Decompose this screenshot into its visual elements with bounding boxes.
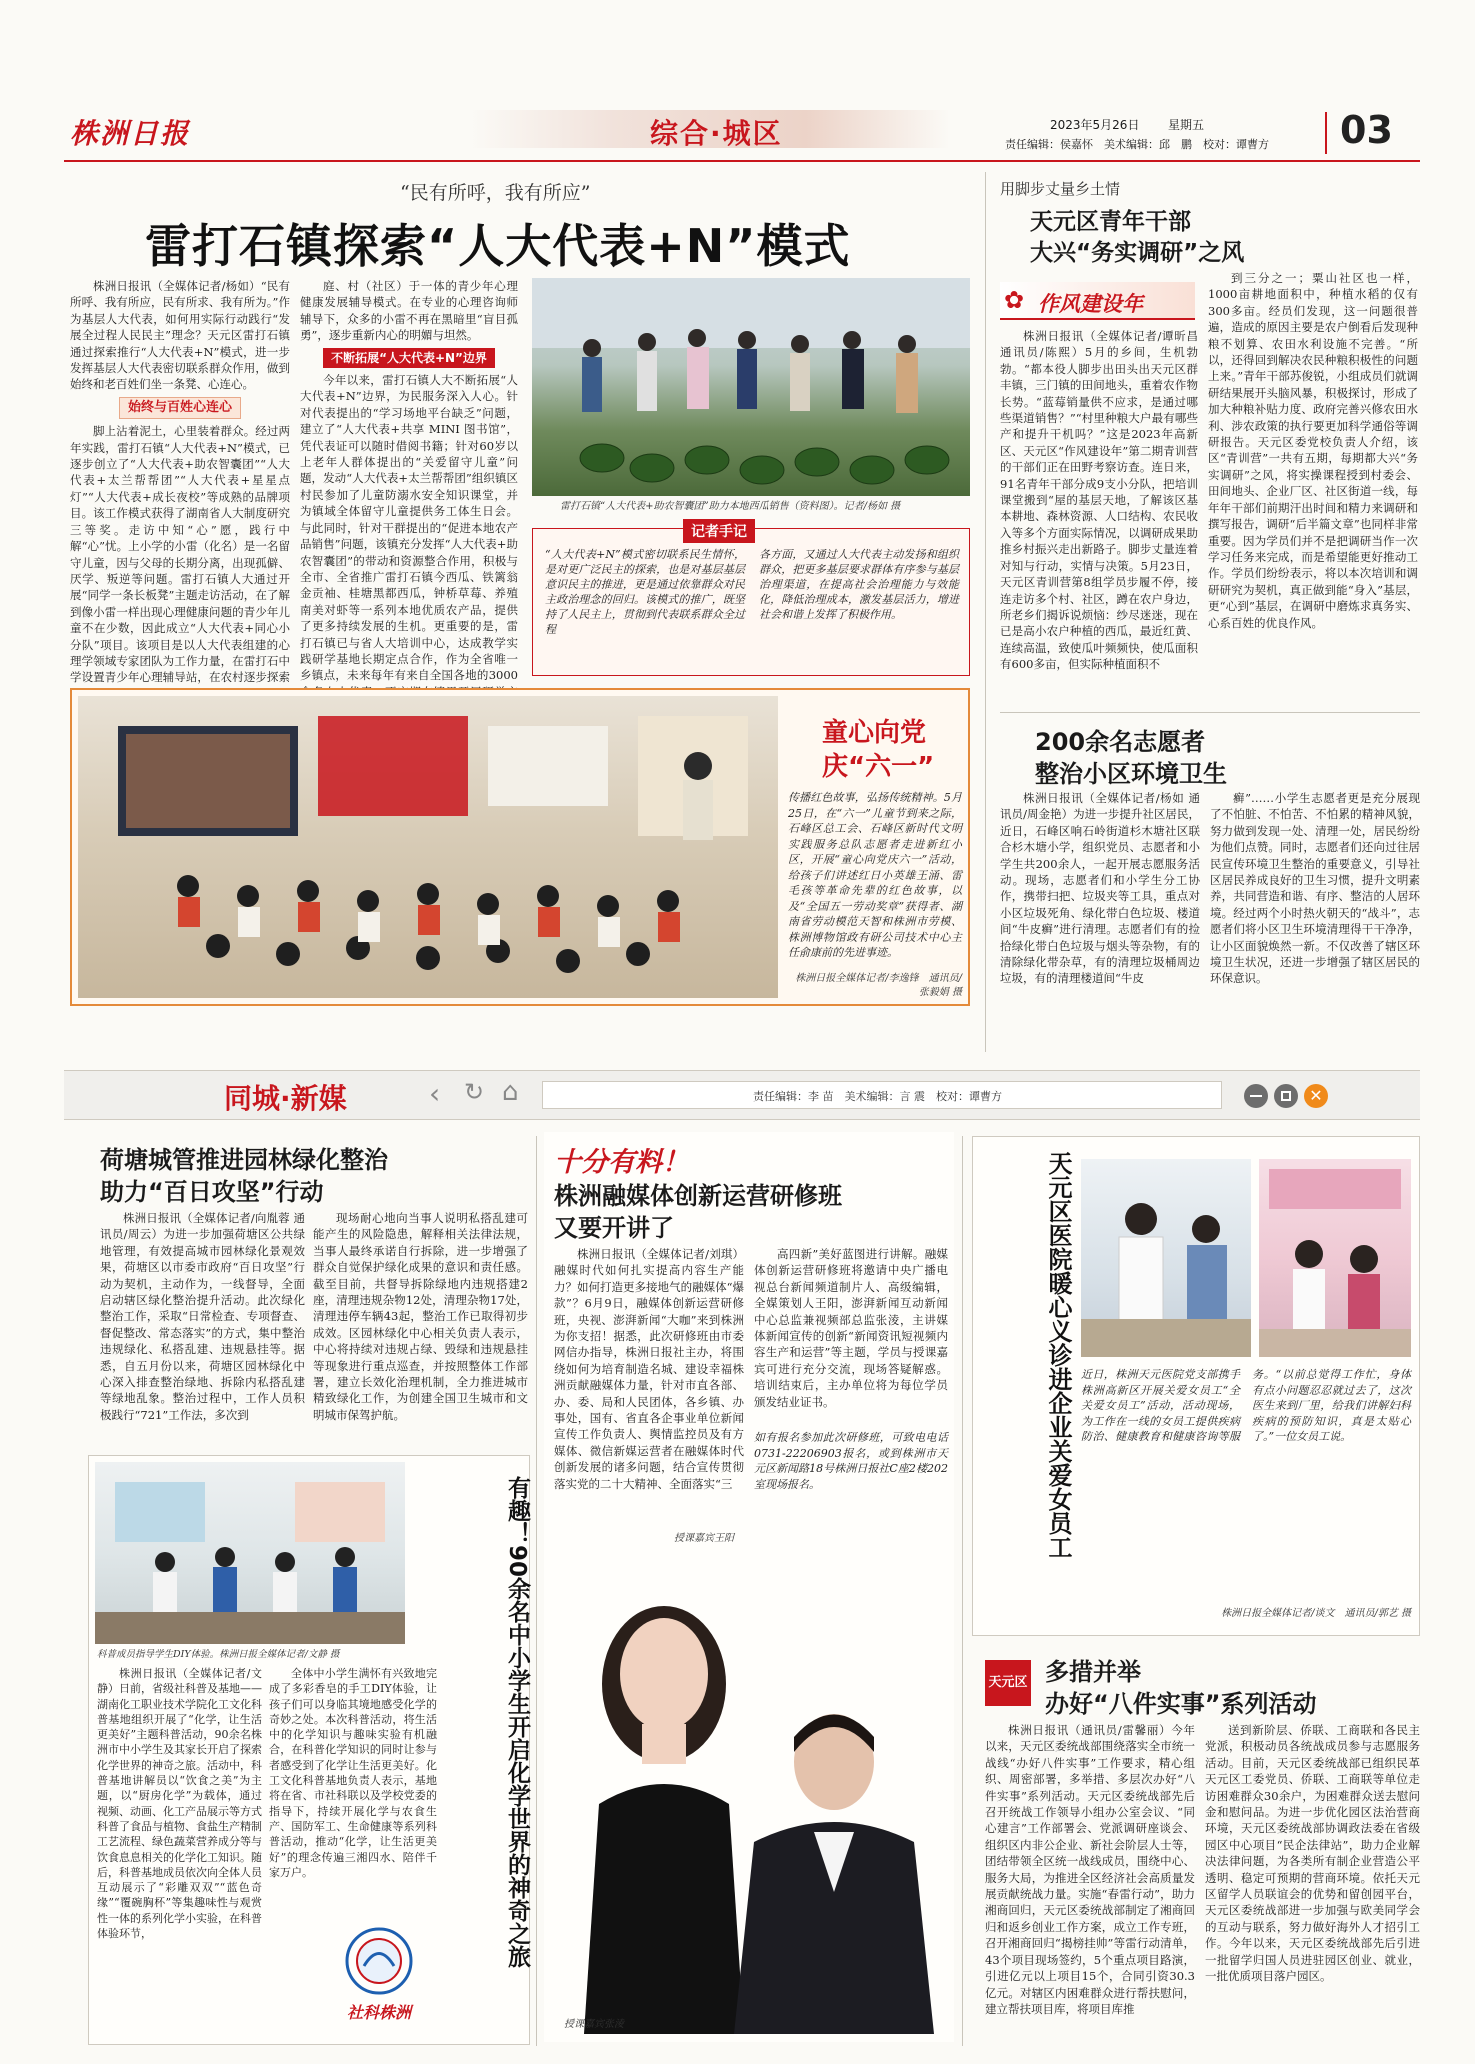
bashi-col-b-text: 送到新阶层、侨联、工商联和各民主党派，积极动员各统战成员参与志愿服务活动。目前，天元区委统战部已组织民革天元区工委党员、侨联、工商联等单位走访困难群众30余户，为困难群众送去慰问金和慰问品。为进一步优化园区法治营商环境，天元区委统战部协调政法委在省级园区中心项目“民企法律站”，助力企业解决法律问题，为各类所有制企业营造公平透明、稳定可预期的营商环境。依托天元区留学人员联谊会的优势和留创园平台，天元区委统战部进一步加强与欧美同学会的互动与联系，努力做好海外人才招引工作。今年以来，天元区委统战部先后引进一批留学归国人员进驻园区创业、就业，一批优质项目落户园区。 (1205, 1723, 1420, 1984)
rongmei-kicker: 十分有料！ (554, 1147, 689, 1178)
rongmei-col-b (754, 1246, 948, 1426)
right-top-col-b (1208, 270, 1418, 710)
chemistry-col-a-text: 株洲日报讯（全媒体记者/文静）日前，省级社科普及基地——湖南化工职业技术学院化工文化科普基地组织开展了“化学，让生活更美好”主题科普活动，90余名株洲市中小学生及其家长开启了探索化学世界的神奇之旅。活动中，科普基地讲解员以“饮食之美”为主题，以“厨房化学”为载体，通过视频、动画、化工产品展示等方式科普了食品与植物、食盐生产精制工艺流程、绿色蔬菜营养成分等与饮食息息相关的化学化工知识。随后，科普基地成员依次向全体人员互动展示了“彩雕双双”“蓝色奇缘”“覆碗胸杯”等集趣味性与观赏性一体的系列化学小实验，在科普体验环节， (97, 1667, 262, 1941)
childrens-day-box (70, 688, 970, 1006)
volunteer-title-1: 200余名志愿者 (1035, 728, 1206, 756)
masthead-divider (1325, 112, 1327, 154)
badge-flower-icon: ✿ (1004, 286, 1025, 314)
guest-photo-zhang-ling (564, 1692, 954, 2034)
hospital-photo-1 (1081, 1159, 1251, 1357)
lead-sub1: 始终与百姓心连心 (70, 397, 290, 419)
sheke-logo-emblem (344, 1926, 414, 1996)
guest-caption-2: 授课嘉宾张淩 (564, 2019, 624, 2030)
section-title: 综合·城区 (650, 117, 783, 150)
right-top-col-a (1000, 328, 1198, 710)
bottom-divider-1 (536, 1136, 537, 2046)
style-year-badge (1000, 282, 1195, 320)
nav-home-icon[interactable]: ⌂ (502, 1077, 519, 1107)
address-bar[interactable] (542, 1081, 1222, 1109)
address-bar-editors: 责任编辑：李 苗 美术编辑：言 震 校对：谭曹方 (753, 1090, 1002, 1103)
chemistry-box (88, 1455, 530, 2045)
issue-date: 2023年5月26日 (1050, 118, 1140, 132)
volunteer-title-2: 整治小区环境卫生 (1035, 760, 1227, 788)
reporter-note-col1: “人大代表+N”模式密切联系民生情怀，是对更广泛民主的探索，也是对基层基层意识民主的推进，更是通过依靠群众对民主政治理念的回归。该模式的推广，既坚持了人民主上，贯彻到代表联系群众全过程 (545, 548, 745, 636)
chemistry-title: 有趣！90余名中小学生开启化学世界的神奇之旅 (504, 1476, 530, 1969)
right-title-2: 大兴“务实调研”之风 (1030, 240, 1245, 266)
hospital-photo-2 (1259, 1159, 1411, 1357)
chemistry-col-a (97, 1666, 262, 2038)
lead-photo-caption: 雷打石镇“人大代表+助农智囊团”助力本地西瓜销售（资料图）。记者/杨如 摄 (560, 501, 901, 512)
chemistry-class-illustration (95, 1462, 405, 1644)
masthead (0, 0, 1475, 152)
newspaper-logo: 株洲日报 (70, 117, 191, 150)
lead-photo (532, 278, 970, 496)
nav-refresh-icon[interactable]: ↻ (464, 1078, 485, 1106)
rongmei-title-1: 株洲融媒体创新运营研修班 (554, 1182, 842, 1210)
right-top-col-a-text: 株洲日报讯（全媒体记者/谭昕昌 通讯员/陈熙）5月的乡间，生机勃勃。“都本役人脚步出田头出天元区群丰镇，三门镇的田间地头，重着农作物长势。“蓝莓销量供不应求，是通过哪些渠道销售？”“村里种粮大户最有哪些产和提升干机吗？”这是2023年高新区、天元区“作风建设年”第二期青训营的干部们正在田野考察访查。连日来，91名青年干部分成9支小分队，把培训课堂搬到“屋的基层天地，了解该区基本耕地、森林资源、人口结构、农民收入等多个方面实际情况，以调研成果助推乡村振兴走出新路子。脚步丈量连着对知与行动，实情与决策。5月23日，天元区青训营第8组学员步履不停，接连走访多个村、社区，蹲在农户身边，所老乡们揭诉说烦恼：纱尽迷迷，现在已是高小农户种植的西瓜，最近红黄、连续高温，致使瓜叶频频快，使瓜面积有600多亩，但实际种植面积不 (1000, 329, 1198, 672)
masthead-rule (64, 160, 1420, 162)
right-column-divider (985, 172, 986, 1052)
hospital-title: 天元区医院暖心义诊进企业关爱女员工 (1044, 1151, 1072, 1559)
rongmei-box (544, 1132, 954, 2042)
bottom-section-text: 同城·新媒 (224, 1082, 347, 1115)
rongmei-col-a-text: 株洲日报讯（全媒体记者/刘琪）融媒时代如何扎实提高内容生产能力？如何打造更多接地气的融媒体“爆款”？6月9日，融媒体创新运营研修班，央视、澎湃新闻“大咖”来到株洲为你支招！据悉，此次研修班由市委网信办指导，株洲日报社主办，将围绕如何为培育制造名城、建设幸福株洲贡献融媒体力量，针对市直各部、办、委、局和人民团体，各乡镇、办事处，国有、省直各企事业单位新闻宣传工作负责人、舆情监控员及有方媒体、微信新媒运营者在融媒体时代创新发展的诸多问题，结合宣传贯彻落实党的二十大精神、全面落实“三 (554, 1247, 744, 1491)
chemistry-col-b (269, 1666, 437, 1916)
hetang-col-b (313, 1210, 528, 1442)
bashi-col-a (985, 1722, 1195, 2042)
volunteer-col-a-text: 株洲日报讯（全媒体记者/杨如 通讯员/周金艳）为进一步提升社区居民，近日，石峰区响石岭街道杉木塘社区联合杉木塘小学，组织党员、志愿者和小学生共200余人，一起开展志愿服务活动。现场，志愿者们和小学生分工协作，携带扫把、垃圾夹等工具，重点对小区垃圾死角、绿化带白色垃圾、楼道间“牛皮癣”进行清理。志愿者们有的捡拾绿化带白色垃圾与烟头等杂物，有的清除绿化带杂草，有的清理垃圾桶周边垃圾，有的清理楼道间“牛皮 (1000, 791, 1200, 986)
volunteer-top-rule (1000, 712, 1420, 713)
hetang-col-b-text: 现场耐心地向当事人说明私搭乱建可能产生的风险隐患，解释相关法律法规，当事人最终承诺自行拆除，进一步增强了群众自觉保护绿化成果的意识和责任感。截至目前，共督导拆除绿地内违规搭建2座，清理违规杂物12处，清理杂物17处，清理违停车辆43起，整治工作已取得初步成效。区园林绿化中心相关负责人表示，中心将持续对违规占绿、毁绿和违规悬挂等现象进行重点巡查，并按照整体工作部署，建立长效化治理机制，全力推进城市精致绿化工作，为创建全国卫生城市和文明城市保驾护航。 (313, 1211, 528, 1422)
volunteer-col-b-text: 癣”……小学生志愿者更是充分展现了不怕脏、不怕苦、不怕累的精神风貌，努力做到发现一处、清理一处，居民纷纷为他们点赞。同时，志愿者们还向过往居民宣传环境卫生整治的重要意义，引导社区居民养成良好的卫生习惯，提升文明素养，共同营造和谐、有序、整洁的人居环境。经过两个小时热火朝天的“战斗”，志愿者们将小区卫生环境清理得干干净净，让小区面貌焕然一新。不仅改善了辖区环境卫生状况，还进一步增强了辖区居民的环保意识。 (1210, 791, 1420, 986)
hetang-col-a-text: 株洲日报讯（全媒体记者/向胤蓉 通讯员/周云）为进一步加强荷塘区公共绿地管理，有效提高城市园林绿化景观效果，荷塘区以市委市政府“百日攻坚”行动为契机，主动作为，一线督导，全面启动辖区绿化整治提升活动。此次绿化整治工作，采取“日常检查、专项督查、督促整改、常态落实”的方式，集中整治违规绿化、私搭乱建、违规悬挂等。据悉，自五月份以来，荷塘区园林绿化中心深入排查整治绿地、拆除内私搭乱建等绿地乱象。整治过程中，工作人员积极践行“721”工作法，多次到 (100, 1211, 305, 1422)
bottom-section-title (224, 1077, 347, 1117)
guest-caption-1: 授课嘉宾王阳 (674, 1533, 734, 1544)
issue-weekday: 星期五 (1168, 118, 1205, 132)
volunteer-col-a (1000, 790, 1200, 1040)
bashi-title-1: 多措并举 (1045, 1658, 1141, 1686)
page-editors: 责任编辑：侯嘉怀 美术编辑：邱 鹏 校对：谭曹方 (1005, 138, 1269, 151)
hetang-col-a (100, 1210, 305, 1442)
sheke-logo-text: 社科株洲 (346, 2003, 411, 2022)
bashi-badge-text: 天元区 (988, 1675, 1028, 1690)
lead-col1-para: 株洲日报讯（全媒体记者/杨如）“民有所呼、我有所应，民有所求、我有所为。”作为基层人大代表，如何用实际行动践行“发展全过程人民民主”理念？天元区雷打石镇通过探索推行“人大代表+N”模式，进一步发挥基层人大代表密切联系群众作用，做到始终和老百姓们坐一条凳、心连心。 (70, 279, 290, 392)
hospital-doctor-illustration (1081, 1159, 1251, 1357)
watermelon-group-illustration (532, 278, 970, 496)
lead-headline: 雷打石镇探索“人大代表+N”模式 (145, 219, 851, 273)
lead-sub2: 不断拓展“人大代表+N”边界 (300, 348, 518, 368)
lead-kicker: “民有所呼，我有所应” (400, 182, 591, 204)
right-title-1: 天元区青年干部 (1030, 209, 1191, 235)
bottom-divider-2 (962, 1136, 963, 2046)
chemistry-photo (95, 1462, 405, 1644)
reporter-note-col2: 各方面，又通过人大代表主动发扬和组织群众，把更多基层要求群体有序参与基层治理渠道，在提高社会治理能力与效能化，降低治理成本，激发基层活力，增进社会和谐上发挥了积极作用。 (759, 548, 959, 621)
window-close-icon[interactable]: ✕ (1304, 1084, 1328, 1108)
bashi-badge (985, 1660, 1031, 1706)
childrens-day-credit: 株洲日报全媒体记者/李逸锋 通讯员/张毅娟 摄 (795, 973, 962, 998)
reporter-note-box (532, 524, 970, 676)
bashi-col-a-text: 株洲日报讯（通讯员/雷馨丽）今年以来，天元区委统战部围绕落实全市统一战线“办好八件实事”工作要求，精心组织、周密部署，多举措、多层次办好“八件实事”系列活动。天元区委统战部先后召开统战工作领导小组办公室会议、“同心建言”工作部署会、党派调研座谈会、组织区内非公企业、新社会阶层人士等，团结带领全区统一战线成员，围绕中心、服务大局，为推进全区经济社会高质量发展贡献统战力量。实施“春雷行动”，助力湘商回归，天元区委统战部制定了湘商回归和返乡创业工作方案，成立工作专班，召开湘商回归“揭榜挂帅”等雷行动清单，43个项目现场签约，5个重点项目路演，引进亿元以上项目15个，合同引资30.3亿元。对辖区内困难群众进行帮扶慰问，建立帮扶项目库，将项目库推 (985, 1723, 1195, 2016)
page-number: 03 (1340, 108, 1393, 152)
style-year-text: 作风建设年 (1038, 292, 1143, 316)
right-top-col-b-text: 到三分之一；粟山社区也一样，1000亩耕地面积中，种植水稻的仅有300多亩。经员们发现，这一问题很普遍，造成的原因主要是农户倒看后发现种粮不划算、农田水利设施不完善。“所以，还得回到解决农民种粮积极性的问题上来。”青年干部苏俊锐，小组成员们就调研结果展开头脑风暴，积极探讨，形成了加大种粮补贴力度、政府完善兴修农田水利、涉农政策的执行要更加科学通俗等调研报告。天元区委党校负责人介绍，该区“青训营”一共有五期，每期都大兴“务实调研”之风，将实操课程授到村委会、田间地头、企业厂区、社区街道一线，每年年干部们前期汗出时间和精力来调研和撰写报告，调研“后半篇文章”也同样非常重要。因为学员们并不是把调研当作一次学习任务来完成，而是希望能更好推动工作。学员们纷纷表示，将以本次培训和调研研究为契机，真正做到能“身入”基层，更“心到”基层，在调研中磨炼求真务实、心系百姓的优良作风。 (1208, 271, 1418, 630)
hospital-consult-illustration (1259, 1159, 1411, 1357)
volunteer-col-b (1210, 790, 1420, 1040)
rongmei-col-a (554, 1246, 744, 1532)
rongmei-signup-tip: 如有报名参加此次研修班，可致电电话0731-22206903报名，或到株洲市天元区新闻路18号株洲日报社C座2楼202室现场报名。 (754, 1431, 948, 1491)
right-kicker: 用脚步丈量乡土情 (1000, 180, 1121, 198)
reporter-note-label: 记者手记 (683, 519, 755, 543)
lead-col2b-para: 今年以来，雷打石镇人大不断拓展“人大代表+N”边界，为民服务深入人心。针对代表提出的“学习场地平台缺乏”问题，建立了“人大代表+共享 MINI 图书馆”，凭代表证可以随时借阅书籍；针对60岁以上老年人群体提出的“关爱留守儿童”问题，发动“人大代表+太兰帮帮团”组织镇区村民参加了儿童防溺水安全知识课堂，并为镇域全体留守儿童提供务工体生日会。与此同时，针对干群提出的“促进本地农产品销售”问题，该镇充分发挥“人大代表+助农智囊团”的带动和资源整合作用，积极与全市、全省推广雷打石镇今西瓜、铁篱翁金贡袖、桂塘黑都西瓜，钟桥草莓、养殖南美对虾等一系列本地优质农产品，提供了更多持续发展的生机。更重要的是，雷打石镇已与省人大培训中心，达成教学实践研学基地长期定点合作，作为全省唯一乡镇点，未来每年有来自全国各地的3000 (300, 373, 518, 683)
childrens-day-body: 传播红色故事，弘扬传统精神。5月25日，在“六一”儿童节到来之际，石峰区总工会、石峰区新时代文明实践服务总队志愿者走进新红小区，开展“童心向党庆六一”活动，给孩子们讲述红日小英雄王涌、雷毛孩等革命先辈的红色故事，以及“全国五一劳动奖章”获得者、湖南省劳动模范天智和株洲市劳模、株洲博物馆政有研公司技术中心主任俞康前的先进事迹。 (788, 791, 962, 959)
sheke-logo (329, 1926, 429, 2034)
nav-back-icon[interactable]: ‹ (429, 1077, 441, 1110)
lead-col1b-para: 脚上沾着泥土，心里装着群众。经过两年实践，雷打石镇“人大代表+N”模式，已逐步创立了“人大代表+助农智囊团”“人大代表+太兰帮帮团”“人大代表+星星点灯”“人大代表+成长夜校”等成熟的品牌项目。该工作模式获得了湖南省人大制度研究三等奖。走访中知“心”愿，践行中解“心”忧。上小学的小雷（化名）是一名留守儿童，因与父母的长期分离，出现孤僻、厌学、叛逆等问题。雷打石镇人大通过开展“同学一条长板凳”主题走访活动，在了解到像小雷一样出现心理健康问题的青少年儿童不在少数，因此成立“人大代表+同心小分队”项目。该项目是以人大代表组建的心理学领域专家团队为工作力量，在雷打石中学设置青少年心理辅导站，在农村逐步探索 (70, 424, 290, 685)
window-minimize-icon[interactable] (1244, 1084, 1268, 1108)
hospital-credit: 株洲日报全媒体记者/谈文 通讯员/郭艺 摄 (1221, 1608, 1411, 1619)
lead-column-2 (300, 278, 518, 683)
lead-column-1 (70, 278, 290, 685)
bashi-col-b (1205, 1722, 1420, 2042)
guest-male-illustration (714, 1692, 954, 2034)
hospital-box (972, 1136, 1420, 1636)
chemistry-caption: 科普成员指导学生DIY体验。株洲日报全媒体记者/文静 摄 (97, 1649, 340, 1660)
bashi-title-2: 办好“八件实事”系列活动 (1045, 1690, 1317, 1718)
window-maximize-icon[interactable] (1274, 1084, 1298, 1108)
hetang-title-2: 助力“百日攻坚”行动 (100, 1178, 324, 1206)
hospital-body: 近日，株洲天元医院党支部携手株洲高新区开展关爱女员工“全关爱女员工”活动，活动现场，为工作在一线的女员工提供疾病防治、健康教育和健康咨询等服务。“以前总觉得工作忙，身体有点小问题忍忍就过去了，这次医生来到厂里，给我们讲解妇科疾病的预防知识，真是太贴心了。”一位女员工说。 (1081, 1368, 1411, 1443)
rongmei-col-b-text: 高四新”美好蓝图进行讲解。融媒体创新运营研修班将邀请中央广播电视总台新闻频道制片人、高级编辑，全媒策划人王阳，澎湃新闻互动新闻中心总监兼视频部总监张淩，主讲媒体新闻宣传的创新“新闻资讯短视频内容生产和运营”等主题，学员与授课嘉宾可进行充分交流，现场答疑解惑。培训结束后，主办单位将为每位学员颁发结业证书。 (754, 1247, 948, 1409)
bottom-section-bar (64, 1070, 1420, 1120)
classroom-illustration (78, 696, 778, 998)
chemistry-col-b-text: 全体中小学生满怀有兴致地完成了多彩香皂的手工DIY体验，让孩子们可以身临其境地感受化学的奇妙之处。本次科普活动，将生活中的化学知识与趣味实验有机融合，在科普化学知识的同时让参与者感受到了化学让生活更美好。化工文化科普基地负责人表示，基地将在省、市社科联以及学校党委的指导下，持续开展化学与农食生产、国防军工、生命健康等系列科普活动，推动“化学，让生活更美好”的理念传遍三湘四水、陪伴千家万户。 (269, 1667, 437, 1879)
childrens-day-title-2: 庆“六一” (822, 752, 935, 782)
hetang-title-1: 荷塘城管推进园林绿化整治 (100, 1146, 388, 1174)
rongmei-title-2: 又要开讲了 (554, 1214, 674, 1242)
lead-col2-para: 庭、村（社区）于一体的青少年心理健康发展辅导模式。在专业的心理咨询师辅导下，众多的小雷不再在黑暗里“盲目孤勇”，逐步重新内心的明媚与坦然。 (300, 279, 518, 343)
childrens-day-title-1: 童心向党 (822, 718, 927, 748)
childrens-day-photo (78, 696, 778, 998)
